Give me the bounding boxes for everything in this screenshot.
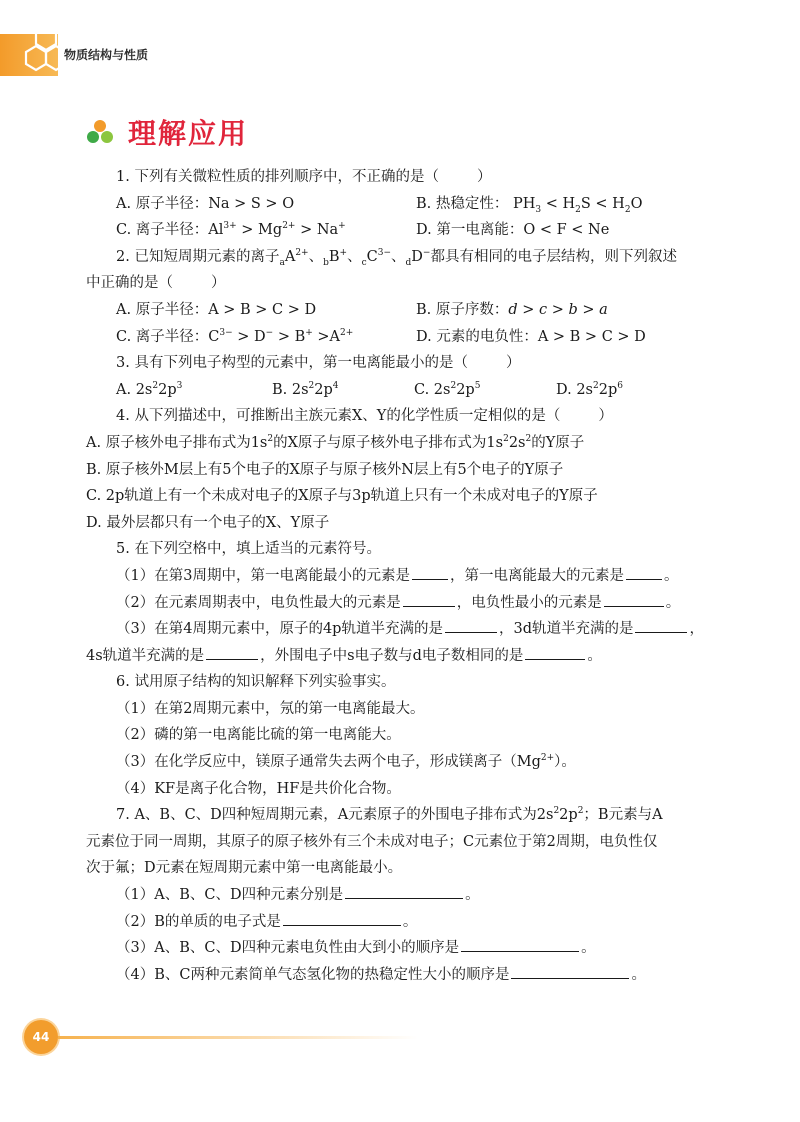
q7-part-2: （2）B的单质的电子式是 。 xyxy=(86,909,716,936)
answer-blank[interactable] xyxy=(461,937,579,952)
question-3-options xyxy=(86,377,716,404)
footer-decorative-line xyxy=(58,1036,418,1039)
q7-part-3: （3）A、B、C、D四种元素电负性由大到小的顺序是 。 xyxy=(86,935,716,962)
q4-option-c: C. 2p轨道上有一个未成对电子的X原子与3p轨道上只有一个未成对电子的Y原子 xyxy=(86,488,598,505)
q2-option-b: B. 原子序数：d > c > b > a xyxy=(416,301,608,318)
q2-option-c: C. 离子半径：$C^{3-} > D^- > B^+ >A^{2+}$ xyxy=(116,327,354,345)
q4-option-b: B. 原子核外M层上有5个电子的X原子与原子核外N层上有5个电子的Y原子 xyxy=(86,461,564,478)
question-7-stem-line-2: 元素位于同一周期，其原子的原子核外有三个未成对电子；C元素位于第2周期，电负性仅 xyxy=(86,833,658,850)
q2-option-d: D. 元素的电负性：A > B > C > D xyxy=(416,328,646,345)
section-title: 理解应用 xyxy=(128,117,249,150)
question-5-stem: 5. 在下列空格中，填上适当的元素符号。 xyxy=(116,541,381,558)
question-7-stem: 7. A、B、C、D四种短周期元素，A元素原子的外围电子排布式为$2s^22p^2$；B元素与A xyxy=(116,806,663,824)
question-2-stem-line-2: 中正确的是（ ） xyxy=(86,275,226,292)
question-4-stem: 4. 从下列描述中，可推断出主族元素X、Y的化学性质一定相似的是（ ） xyxy=(116,408,613,425)
question-2-stem: 2. 已知短周期元素的离子$_aA^{2+}$、$_b$B+、$_cC^{3-}$、$_d$D−都具有相同的电子层结构，则下列叙述 xyxy=(116,247,677,268)
question-2-options-row-2 xyxy=(86,324,716,351)
q5-part-3-line-2: 4s轨道半充满的是 ，外围电子中s电子数与d电子数相同的是 。 xyxy=(86,643,716,670)
q3-option-b: B. $2s^22p^4$ xyxy=(272,380,339,398)
answer-blank[interactable] xyxy=(626,565,662,580)
answer-blank[interactable] xyxy=(283,911,401,926)
question-1-options-row-2 xyxy=(86,217,716,244)
q2-option-a: A. 原子半径：A > B > C > D xyxy=(116,301,317,318)
question-7-stem-line-3: 次于氟；D元素在短周期元素中第一电离能最小。 xyxy=(86,860,403,877)
q3-option-c: C. $2s^22p^5$ xyxy=(414,380,481,398)
question-1-options-row-1 xyxy=(86,191,716,218)
exercise-content xyxy=(86,164,716,988)
answer-blank[interactable] xyxy=(525,645,585,660)
answer-blank[interactable] xyxy=(511,964,629,979)
q6-part-3: （3）在化学反应中，镁原子通常失去两个电子，形成镁离子$(Mg^{2+})$。 xyxy=(116,753,576,771)
q5-part-2: （2）在元素周期表中，电负性最大的元素是 ，电负性最小的元素是 。 xyxy=(86,590,716,617)
q5-part-1: （1）在第3周期中，第一电离能最小的元素是 ，第一电离能最大的元素是 。 xyxy=(86,563,716,590)
q1-option-c: C. 离子半径：$Al^{3+} > Mg^{2+} > Na^+$ xyxy=(116,221,346,239)
answer-blank[interactable] xyxy=(445,618,497,633)
q1-option-a: A. 原子半径：Na > S > O xyxy=(116,195,295,212)
answer-blank[interactable] xyxy=(345,884,463,899)
answer-blank[interactable] xyxy=(604,592,664,607)
question-6-stem: 6. 试用原子结构的知识解释下列实验事实。 xyxy=(116,674,396,691)
question-3-stem: 3. 具有下列电子构型的元素中，第一电离能最小的是（ ） xyxy=(116,355,521,372)
header-title: 物质结构与性质 xyxy=(64,48,149,62)
q7-part-1: （1）A、B、C、D四种元素分别是 。 xyxy=(86,882,716,909)
q1-option-b: B. 热稳定性： $PH_3 < H_2S < H_2O$ xyxy=(416,195,643,215)
answer-blank[interactable] xyxy=(206,645,258,660)
page-number-badge: 44 xyxy=(24,1020,58,1054)
q6-part-4: （4）KF是离子化合物，HF是共价化合物。 xyxy=(116,780,401,797)
q3-option-a: A. $2s^22p^3$ xyxy=(116,380,183,398)
answer-blank[interactable] xyxy=(412,565,448,580)
answer-blank[interactable] xyxy=(635,618,687,633)
q7-part-4: （4）B、C两种元素简单气态氢化物的热稳定性大小的顺序是 。 xyxy=(86,962,716,989)
answer-blank[interactable] xyxy=(403,592,455,607)
q4-option-d: D. 最外层都只有一个电子的X、Y原子 xyxy=(86,514,330,531)
question-2-options-row-1 xyxy=(86,297,716,324)
q5-part-3: （3）在第4周期元素中，原子的4p轨道半充满的是 ，3d轨道半充满的是 ， xyxy=(86,616,716,643)
q6-part-1: （1）在第2周期元素中，氖的第一电离能最大。 xyxy=(116,700,425,717)
q1-option-d: D. 第一电离能：O < F < Ne xyxy=(416,222,610,239)
question-1-stem: 1. 下列有关微粒性质的排列顺序中，不正确的是（ ） xyxy=(116,169,492,185)
bubbles-icon xyxy=(86,118,114,146)
q6-part-2: （2）磷的第一电离能比硫的第一电离能大。 xyxy=(116,727,401,744)
q4-option-a: A. 原子核外电子排布式为$1s^2$的X原子与原子核外电子排布式为$1s^22s^2$的Y原子 xyxy=(86,434,585,451)
q3-option-d: D. $2s^22p^6$ xyxy=(556,380,623,398)
hexagon-logo-icon xyxy=(22,20,70,82)
